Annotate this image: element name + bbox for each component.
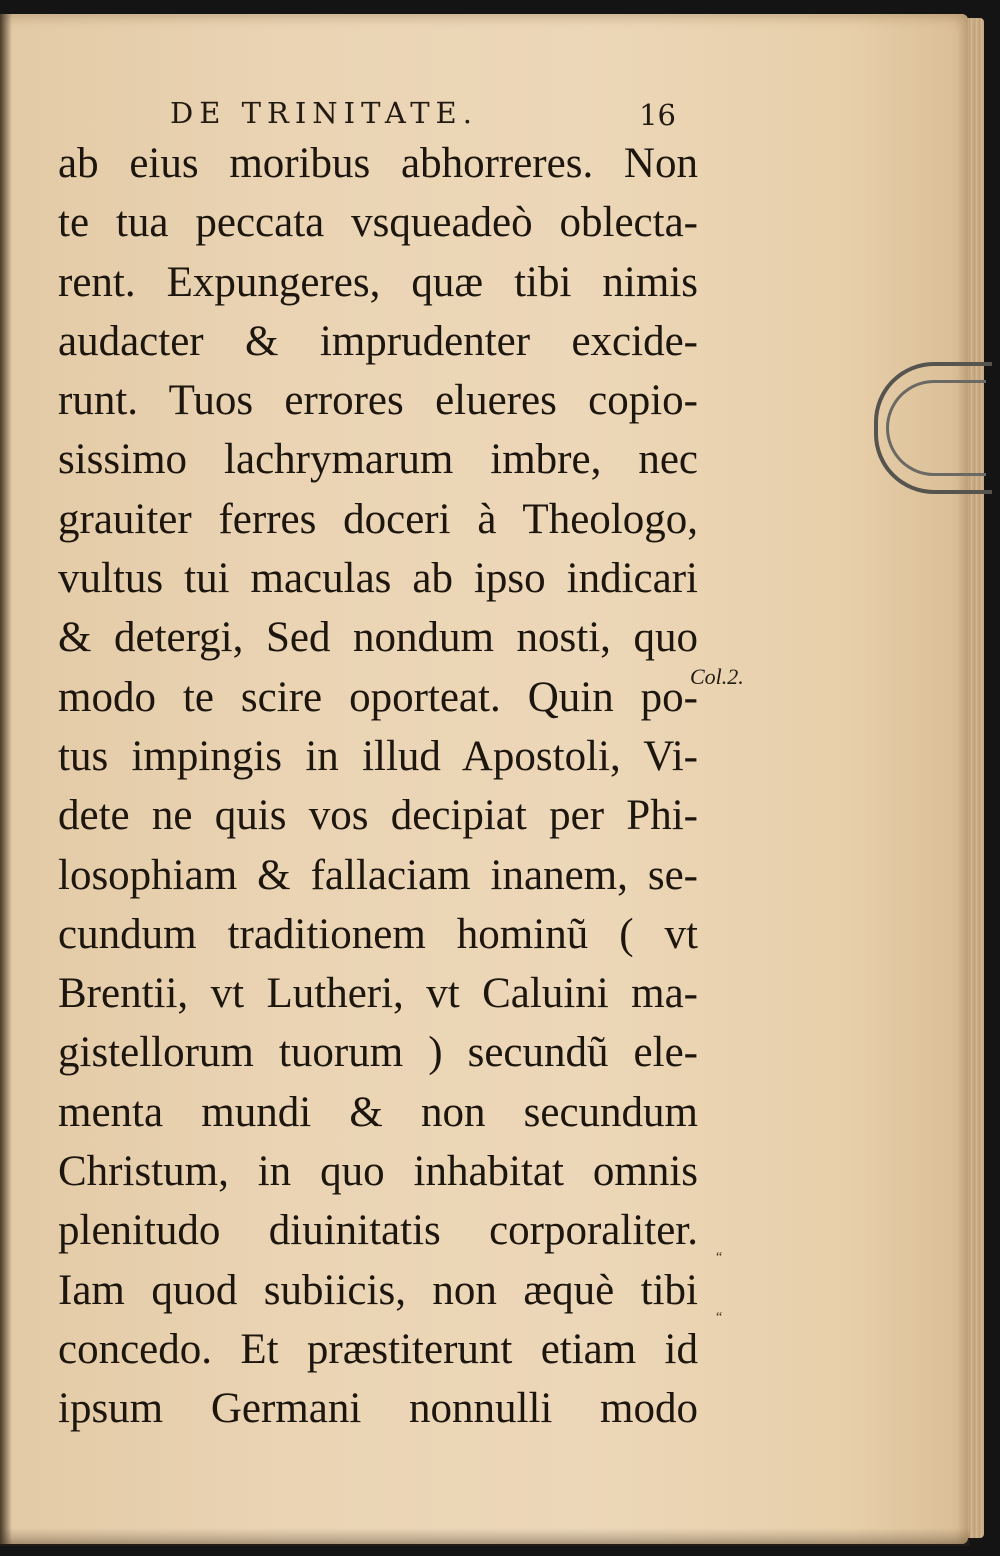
page-number: 16 [639, 98, 676, 132]
paper-clip-inner-loop [886, 380, 986, 476]
running-title: DE TRINITATE. [170, 96, 478, 130]
body-text [58, 134, 698, 1439]
text-line: Christum, in quo inhabitat omnis [58, 1148, 698, 1196]
text-line: sissimo lachrymarum imbre, nec [58, 436, 698, 484]
text-line: losophiam & fallaciam inanem, se- [58, 851, 698, 899]
text-line: plenitudo diuinitatis corporaliter. [58, 1207, 698, 1255]
text-line: ipsum Germani nonnulli modo [58, 1385, 698, 1433]
text-line: modo te scire oporteat. Quin po- [58, 673, 698, 721]
text-line: Brentii, vt Lutheri, vt Caluini ma- [58, 970, 698, 1018]
text-line: tus impingis in illud Apostoli, Vi- [58, 732, 698, 780]
text-line: runt. Tuos errores elueres copio- [58, 377, 698, 425]
text-line: rent. Expungeres, quæ tibi nimis [58, 258, 698, 306]
text-line: ab eius moribus abhorreres. Non [58, 140, 698, 187]
quote-mark: “ [716, 1250, 723, 1265]
text-line: Iam quod subiicis, non æquè tibi [58, 1266, 698, 1314]
text-line: te tua peccata vsqueadeò oblecta- [58, 199, 698, 247]
text-line: menta mundi & non secundum [58, 1088, 698, 1136]
text-line: & detergi, Sed nondum nosti, quo [58, 614, 698, 662]
text-line: audacter & imprudenter excide- [58, 317, 698, 365]
bottom-shadow [0, 1528, 970, 1546]
text-line: dete ne quis vos decipiat per Phi- [58, 792, 698, 840]
text-line: grauiter ferres doceri à Theologo, [58, 495, 698, 543]
text-line: gistellorum tuorum ) secundũ ele- [58, 1029, 698, 1077]
margin-note: Col.2. [690, 664, 744, 689]
spine-shadow [0, 14, 12, 1544]
quote-mark: “ [716, 1310, 723, 1325]
text-line: cundum traditionem hominũ ( vt [58, 910, 698, 958]
running-head [170, 96, 690, 136]
text-line: concedo. Et præstiterunt etiam id [58, 1325, 698, 1373]
text-line: vultus tui maculas ab ipso indicari [58, 555, 698, 603]
